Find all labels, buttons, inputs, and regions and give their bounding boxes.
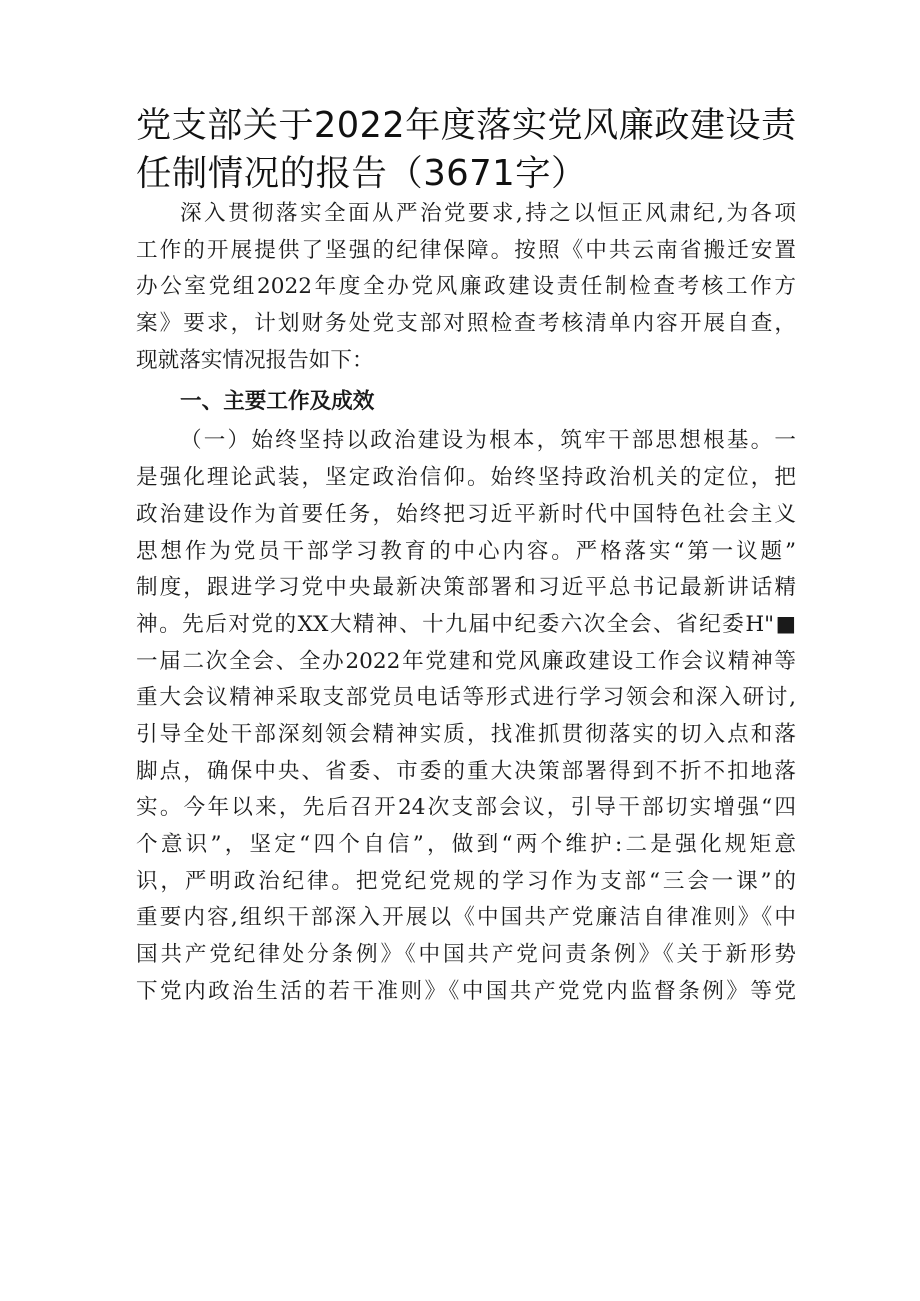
paragraph-line: 识，严明政治纪律。把党纪党规的学习作为支部“三会一课”的 [136, 868, 796, 894]
paragraph-line: 个意识”，坚定“四个自信”，做到“两个维护:二是强化规矩意 [136, 832, 796, 857]
paragraph-line: 下党内政治生活的若干准则》《中国共产党党内监督条例》等党 [136, 978, 796, 1004]
paragraph-line: 重要内容,组织干部深入开展以《中国共产党廉洁自律准则》《中 [136, 905, 796, 931]
paragraph-line: 一届二次全会、全办2022年党建和党风廉政建设工作会议精神等 [136, 648, 796, 674]
paragraph-line: （一）始终坚持以政治建设为根本，筑牢干部思想根基。一 [180, 428, 796, 454]
section-paragraph [136, 423, 796, 1010]
paragraph-line: 国共产党纪律处分条例》《中国共产党问责条例》《关于新形势 [136, 942, 796, 968]
section-heading: 一、主要工作及成效 [180, 389, 375, 415]
paragraph-line: 脚点，确保中央、省委、市委的重大决策部署得到不折不扣地落 [136, 758, 796, 784]
paragraph-line: 现就落实情况报告如下： [136, 347, 374, 373]
paragraph-line: 神。先后对党的XX大精神、十九届中纪委六次全会、省纪委H"■ [136, 611, 796, 637]
paragraph-line: 是强化理论武装，坚定政治信仰。始终坚持政治机关的定位，把 [136, 465, 796, 491]
intro-paragraph [136, 196, 796, 379]
paragraph-line: 深入贯彻落实全面从严治党要求,持之以恒正风肃纪,为各项 [180, 201, 796, 226]
paragraph-line: 实。今年以来，先后召开24次支部会议，引导干部切实增强“四 [136, 795, 796, 821]
document-body [136, 196, 796, 1010]
title-line-2: 任制情况的报告（3671字） [136, 153, 587, 194]
document-title [136, 102, 796, 198]
paragraph-line: 政治建设作为首要任务，始终把习近平新时代中国特色社会主义 [136, 501, 796, 527]
paragraph-line: 思想作为党员干部学习教育的中心内容。严格落实“第一议题” [136, 538, 796, 564]
title-line-1: 党支部关于2022年度落实党风廉政建设责 [136, 105, 797, 146]
paragraph-line: 案》要求，计划财务处党支部对照检查考核清单内容开展自查， [136, 311, 796, 337]
paragraph-line: 引导全处干部深刻领会精神实质，找准抓贯彻落实的切入点和落 [136, 721, 796, 747]
paragraph-line: 办公室党组2022年度全办党风廉政建设责任制检查考核工作方 [136, 274, 796, 300]
paragraph-line: 工作的开展提供了坚强的纪律保障。按照《中共云南省搬迁安置 [136, 237, 796, 263]
paragraph-line: 制度，跟进学习党中央最新决策部署和习近平总书记最新讲话精 [136, 575, 796, 601]
paragraph-line: 重大会议精神采取支部党员电话等形式进行学习领会和深入研讨, [136, 685, 796, 711]
